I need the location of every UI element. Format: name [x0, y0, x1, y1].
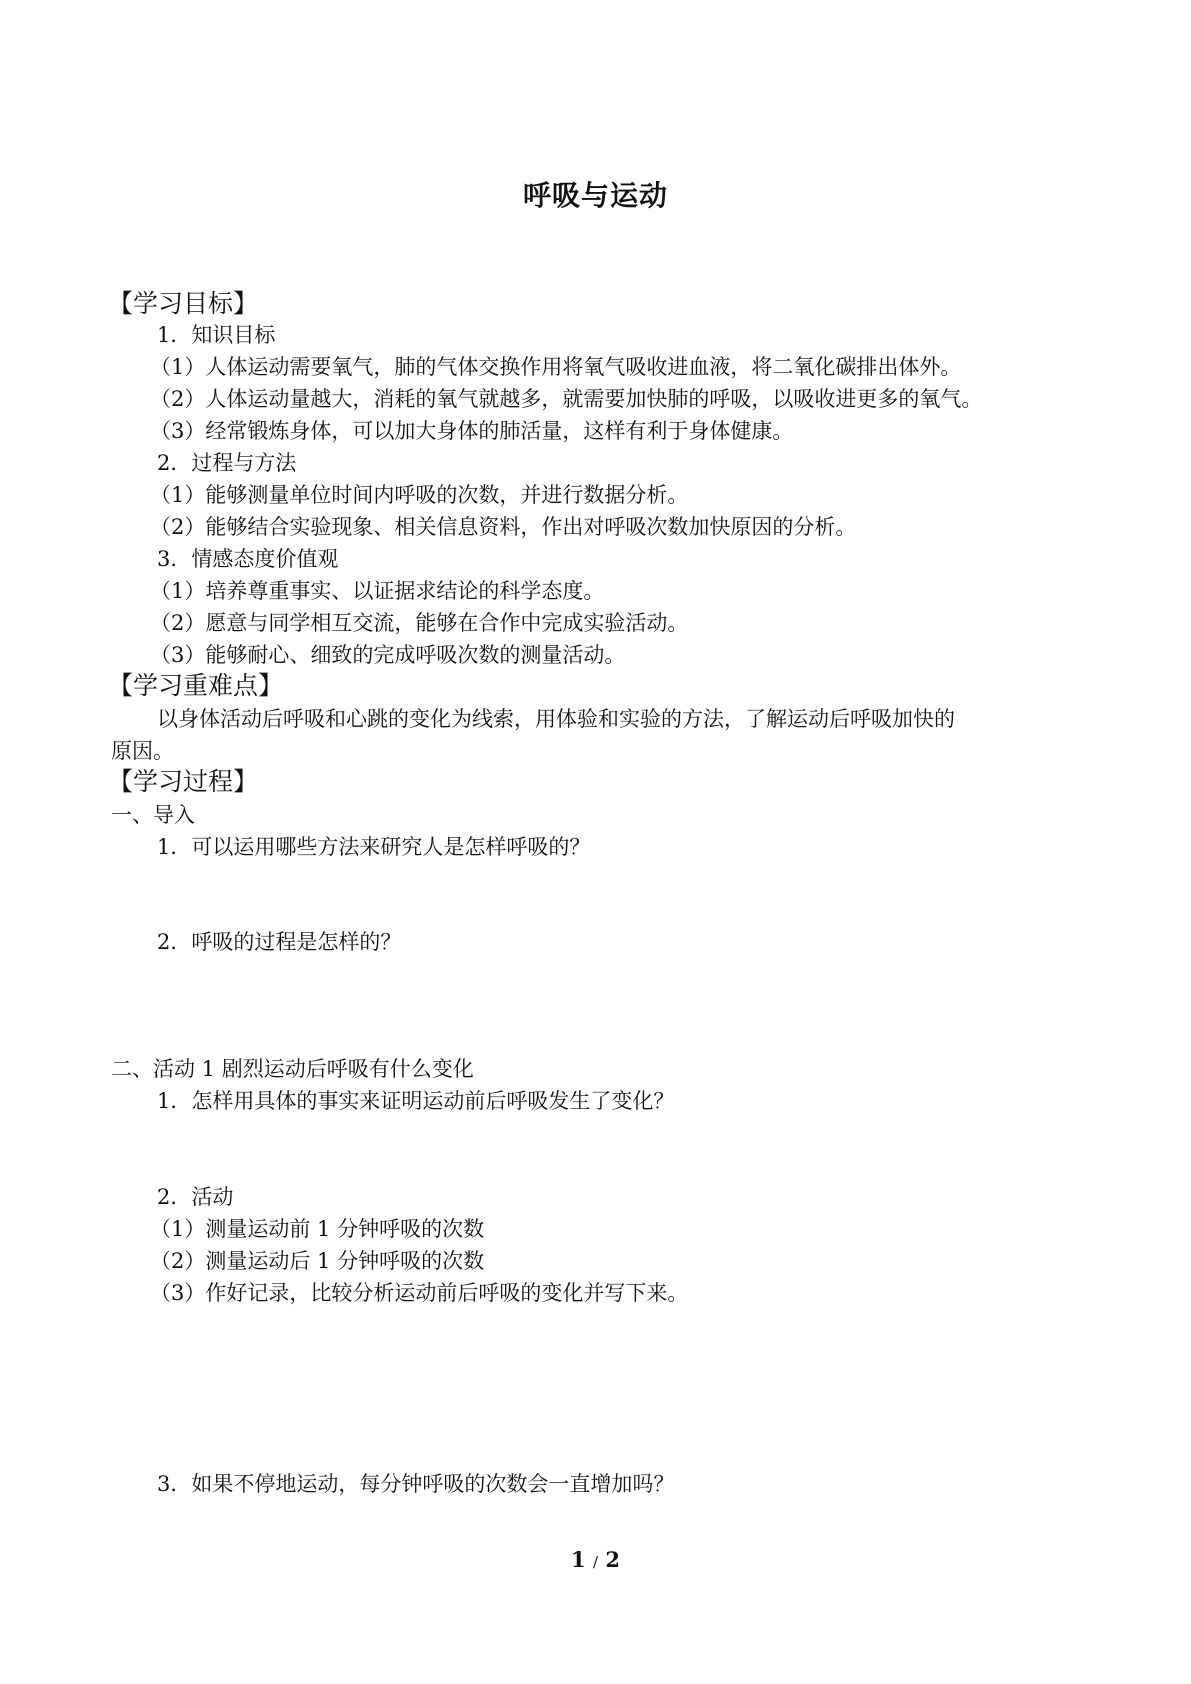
intro-question-2: 2．呼吸的过程是怎样的？ — [157, 930, 402, 954]
emotion-goal-label: 3．情感态度价值观 — [157, 547, 339, 571]
document-title: 呼吸与运动 — [522, 179, 668, 212]
intro-section-label: 一、导入 — [111, 803, 195, 827]
emotion-item-1: （1）培养尊重事实、以证据求结论的科学态度。 — [150, 579, 605, 603]
intro-question-1: 1．可以运用哪些方法来研究人是怎样呼吸的？ — [157, 835, 591, 859]
emotion-item-3: （3）能够耐心、细致的完成呼吸次数的测量活动。 — [150, 643, 626, 667]
knowledge-goal-label: 1．知识目标 — [157, 323, 276, 347]
page-number — [0, 1547, 1191, 1572]
process-goal-label: 2．过程与方法 — [157, 451, 297, 475]
knowledge-item-3: （3）经常锻炼身体，可以加大身体的肺活量，这样有利于身体健康。 — [150, 419, 794, 443]
activity-section-label: 二、活动 1 剧烈运动后呼吸有什么变化 — [111, 1057, 474, 1081]
activity-question-1: 1．怎样用具体的事实来证明运动前后呼吸发生了变化？ — [157, 1089, 675, 1113]
objectives-heading: 【学习目标】 — [108, 289, 259, 318]
activity-step-label: 2．活动 — [157, 1185, 234, 1209]
process-item-2: （2）能够结合实验现象、相关信息资料，作出对呼吸次数加快原因的分析。 — [150, 515, 857, 539]
emotion-item-2: （2）愿意与同学相互交流，能够在合作中完成实验活动。 — [150, 611, 689, 635]
page-total: 2 — [605, 1547, 620, 1572]
page-separator: / — [592, 1553, 599, 1571]
activity-step-2: （2）测量运动后 1 分钟呼吸的次数 — [150, 1249, 485, 1273]
activity-step-1: （1）测量运动前 1 分钟呼吸的次数 — [150, 1217, 485, 1241]
key-points-text-line-1: 以身体活动后呼吸和心跳的变化为线索，用体验和实验的方法，了解运动后呼吸加快的 — [157, 707, 955, 731]
key-points-heading: 【学习重难点】 — [108, 671, 284, 700]
knowledge-item-1: （1）人体运动需要氧气，肺的气体交换作用将氧气吸收进血液，将二氧化碳排出体外。 — [150, 355, 962, 379]
activity-step-3: （3）作好记录，比较分析运动前后呼吸的变化并写下来。 — [150, 1281, 689, 1305]
page-current: 1 — [571, 1547, 586, 1572]
key-points-text-line-2: 原因。 — [111, 739, 174, 763]
process-item-1: （1）能够测量单位时间内呼吸的次数，并进行数据分析。 — [150, 483, 689, 507]
knowledge-item-2: （2）人体运动量越大，消耗的氧气就越多，就需要加快肺的呼吸，以吸收进更多的氧气。 — [150, 387, 983, 411]
process-heading: 【学习过程】 — [108, 767, 259, 796]
activity-question-3: 3．如果不停地运动，每分钟呼吸的次数会一直增加吗？ — [157, 1472, 675, 1496]
